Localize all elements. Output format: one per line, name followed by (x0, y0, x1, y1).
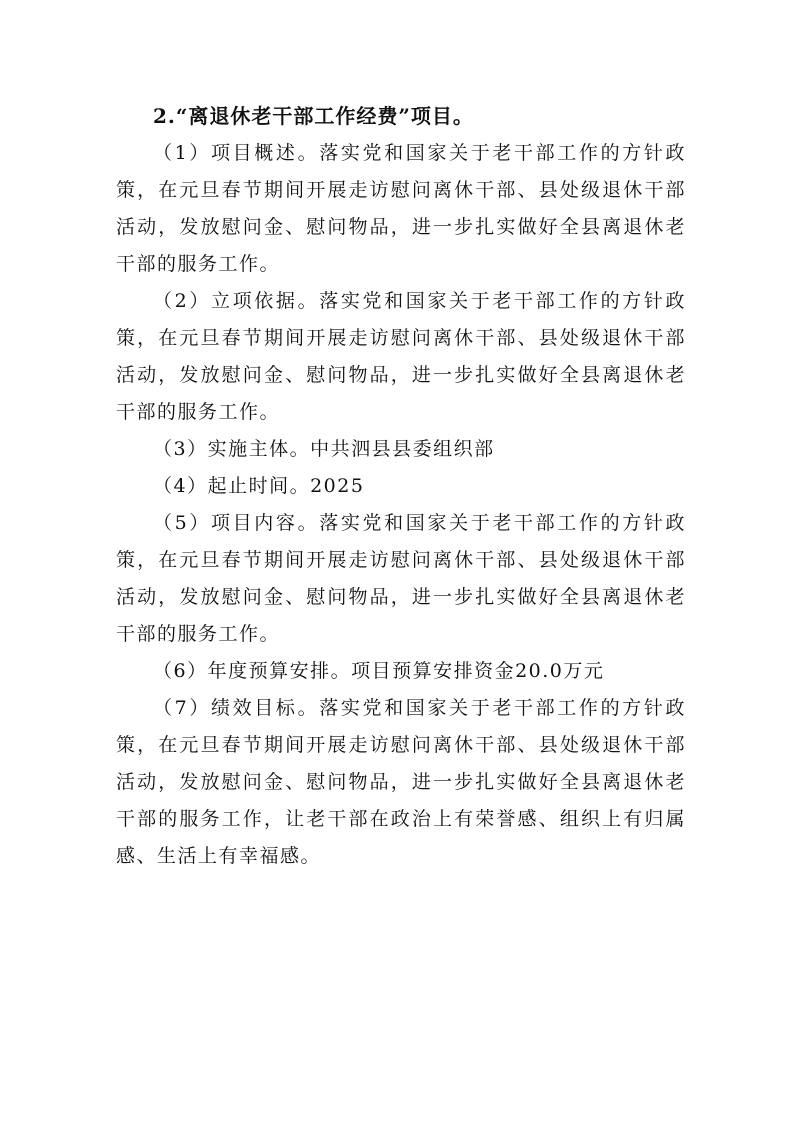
implementing-body-label: （3）实施主体。 (153, 438, 311, 460)
project-overview-text: 落实党和国家关于老干部工作的方针政策，在元旦春节期间开展走访慰问离休干部、县处级退休干部活动，发放慰问金、慰问物品，进一步扎实做好全县离退休老干部的服务工作。 (116, 142, 686, 275)
implementing-body-text: 中共泗县县委组织部 (310, 438, 495, 460)
performance-goal-paragraph (116, 690, 686, 875)
project-basis-paragraph (116, 283, 686, 431)
annual-budget-text: 项目预算安排资金20.0万元 (351, 660, 605, 682)
project-basis-label: （2）立项依据。 (153, 290, 320, 312)
project-heading: 2.“离退休老干部工作经费”项目。 (153, 104, 474, 128)
performance-goal-text: 落实党和国家关于老干部工作的方针政策，在元旦春节期间开展走访慰问离休干部、县处级退休干部活动，发放慰问金、慰问物品，进一步扎实做好全县离退休老干部的服务工作，让老干部在政治上有荣誉感、组织上有归属感、生活上有幸福感。 (116, 697, 686, 867)
implementing-body-paragraph (116, 431, 686, 468)
performance-goal-label: （7）绩效目标。 (153, 697, 320, 719)
document-body (116, 98, 686, 875)
project-overview-paragraph (116, 135, 686, 283)
duration-paragraph (116, 468, 686, 505)
duration-text: 2025 (310, 475, 365, 497)
annual-budget-paragraph (116, 653, 686, 690)
project-content-label: （5）项目内容。 (153, 512, 320, 534)
annual-budget-label: （6）年度预算安排。 (153, 660, 352, 682)
duration-label: （4）起止时间。 (153, 475, 311, 497)
project-basis-text: 落实党和国家关于老干部工作的方针政策，在元旦春节期间开展走访慰问离休干部、县处级退休干部活动，发放慰问金、慰问物品，进一步扎实做好全县离退休老干部的服务工作。 (116, 290, 686, 423)
project-content-paragraph (116, 505, 686, 653)
project-content-text: 落实党和国家关于老干部工作的方针政策，在元旦春节期间开展走访慰问离休干部、县处级退休干部活动，发放慰问金、慰问物品，进一步扎实做好全县离退休老干部的服务工作。 (116, 512, 686, 645)
project-overview-label: （1）项目概述。 (153, 142, 320, 164)
